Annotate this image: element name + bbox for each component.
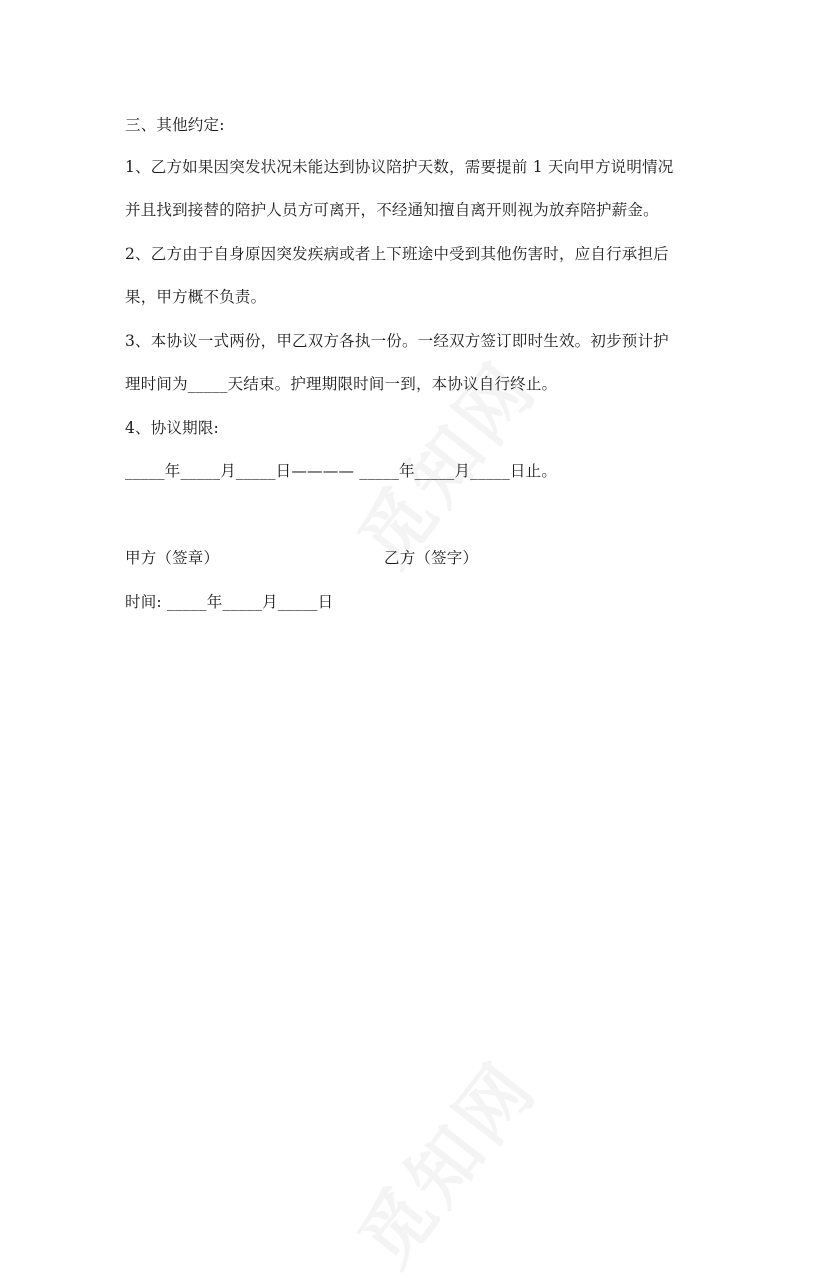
party-b-signature-label: 乙方（签字）	[384, 549, 479, 567]
clause-1-line-2: 并且找到接替的陪护人员方可离开，不经通知擅自离开则视为放弃陪护薪金。	[125, 201, 659, 219]
clause-3-line-2: 理时间为_____天结束。护理期限时间一到，本协议自行终止。	[125, 375, 558, 393]
watermark	[330, 1036, 556, 1284]
section-heading: 三、其他约定:	[125, 116, 225, 134]
party-a-signature-label: 甲方（签章）	[125, 549, 220, 567]
clause-3-line-1: 3、本协议一式两份，甲乙双方各执一份。一经双方签订即时生效。初步预计护	[125, 332, 669, 350]
agreement-period-line: _____年_____月_____日———— _____年_____月_____日止。	[125, 462, 558, 480]
clause-2-line-1: 2、乙方由于自身原因突发疾病或者上下班途中受到其他伤害时，应自行承担后	[125, 245, 669, 263]
clause-4-heading: 4、协议期限:	[125, 419, 219, 437]
clause-1-line-1: 1、乙方如果因突发状况未能达到协议陪护天数，需要提前 1 天向甲方说明情况	[125, 158, 674, 176]
signature-date-line: 时间: _____年_____月_____日	[125, 593, 334, 611]
clause-2-line-2: 果，甲方概不负责。	[125, 288, 267, 306]
